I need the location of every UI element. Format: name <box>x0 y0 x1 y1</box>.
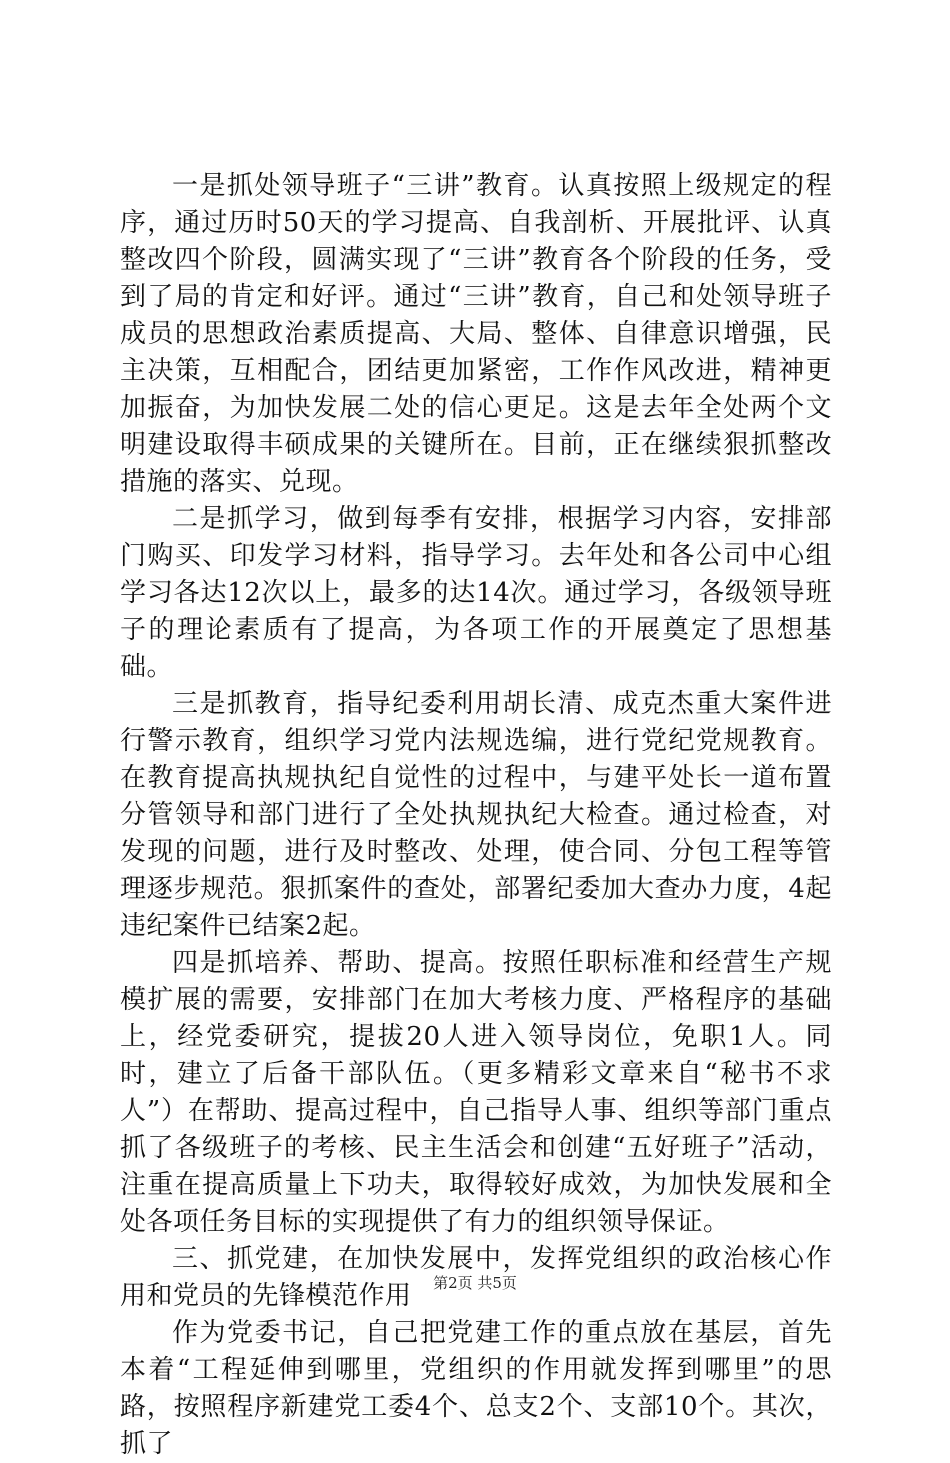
page-number-footer: 第2页 共5页 <box>433 1274 517 1292</box>
document-body <box>120 168 832 1463</box>
paragraph-study: 二是抓学习，做到每季有安排，根据学习内容，安排部门购买、印发学习材料，指导学习。去年处和各公司中心组学习各达12次以上，最多的达14次。通过学习，各级领导班子的理论素质有了提高，为各项工作的开展奠定了思想基础。 <box>120 504 832 682</box>
section-heading-party-building: 三、抓党建，在加快发展中，发挥党组织的政治核心作用和党员的先锋模范作用 <box>120 1244 832 1311</box>
paragraph-three-talks-education: 一是抓处领导班子“三讲”教育。认真按照上级规定的程序，通过历时50天的学习提高、自我剖析、开展批评、认真整改四个阶段，圆满实现了“三讲”教育各个阶段的任务，受到了局的肯定和好评。通过“三讲”教育，自己和处领导班子成员的思想政治素质提高、大局、整体、自律意识增强，民主决策，互相配合，团结更加紧密，工作作风改进，精神更加振奋，为加快发展二处的信心更足。这是去年全处两个文明建设取得丰硕成果的关键所在。目前，正在继续狠抓整改措施的落实、兑现。 <box>120 171 832 497</box>
paragraph-party-secretary: 作为党委书记，自己把党建工作的重点放在基层，首先本着“工程延伸到哪里，党组织的作用就发挥到哪里”的思路，按照程序新建党工委4个、总支2个、支部10个。其次，抓了 <box>120 1318 832 1459</box>
paragraph-discipline-education: 三是抓教育，指导纪委利用胡长清、成克杰重大案件进行警示教育，组织学习党内法规选编，进行党纪党规教育。在教育提高执规执纪自觉性的过程中，与建平处长一道布置分管领导和部门进行了全处执规执纪大检查。通过检查，对发现的问题，进行及时整改、处理，使合同、分包工程等管理逐步规范。狠抓案件的查处，部署纪委加大查办力度，4起违纪案件已结案2起。 <box>120 689 832 941</box>
paragraph-cadre-training: 四是抓培养、帮助、提高。按照任职标准和经营生产规模扩展的需要，安排部门在加大考核力度、严格程序的基础上，经党委研究，提拔20人进入领导岗位，免职1人。同时，建立了后备干部队伍。（更多精彩文章来自“秘书不求人”）在帮助、提高过程中，自己指导人事、组织等部门重点抓了各级班子的考核、民主生活会和创建“五好班子”活动，注重在提高质量上下功夫，取得较好成效，为加快发展和全处各项任务目标的实现提供了有力的组织领导保证。 <box>120 948 832 1237</box>
